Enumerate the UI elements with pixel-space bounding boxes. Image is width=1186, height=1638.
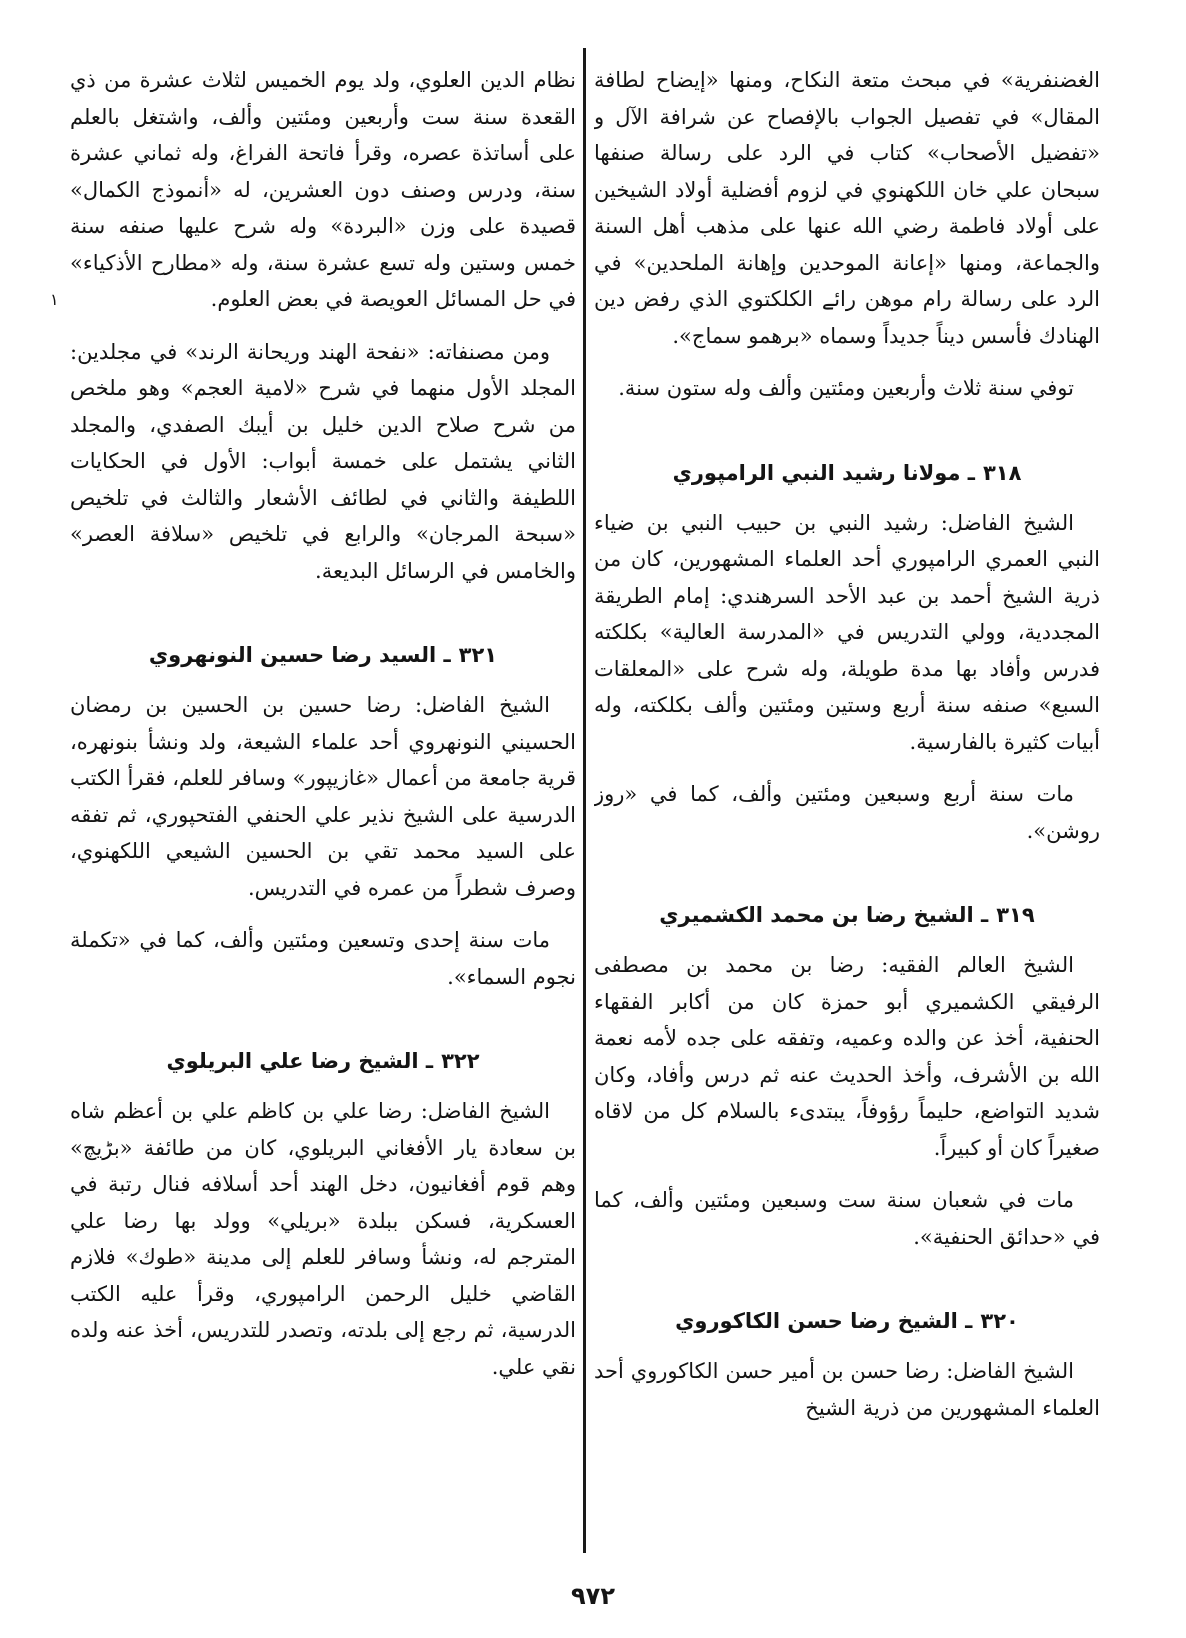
entry-dash: ـ bbox=[957, 1309, 973, 1333]
entry-heading-319 bbox=[594, 897, 1100, 933]
entry-title: الشيخ رضا حسن الكاكوروي bbox=[675, 1309, 958, 1333]
left-column bbox=[70, 62, 576, 1562]
entry-heading-318 bbox=[594, 455, 1100, 491]
right-intro-paragraph-2: توفي سنة ثلاث وأربعين ومئتين وألف وله ستون سنة. bbox=[618, 376, 1074, 400]
page-number: ٩٧٢ bbox=[571, 1582, 615, 1610]
entry-dash: ـ bbox=[418, 1049, 434, 1073]
entry-heading-321 bbox=[70, 637, 576, 673]
entry-dash: ـ bbox=[960, 460, 975, 485]
entry-318-paragraph-1: الشيخ الفاضل: رشيد النبي بن حبيب النبي بن ضياء النبي العمري الرامپوري أحد العلماء المشهورين، كان من ذرية الشيخ أحمد بن عبد الأحد السرهندي: إمام الطريقة المجددية، وولي التدريس في «المدرسة العالية» بكلكته فدرس وأفاد بها مدة طويلة، وله شرح على «المعلقات السبع» صنفه سنة أربع وستين ومئتين وألف بكلكته، وله أبيات كثيرة بالفارسية. bbox=[594, 510, 1100, 754]
entry-dash: ـ bbox=[973, 903, 989, 927]
entry-heading-322 bbox=[70, 1043, 576, 1079]
entry-title: الشيخ رضا علي البريلوي bbox=[166, 1049, 419, 1073]
entry-321-paragraph-2: مات سنة إحدى وتسعين ومئتين وألف، كما في «تكملة نجوم السماء». bbox=[70, 928, 576, 989]
entry-319-paragraph-2: مات في شعبان سنة ست وسبعين ومئتين وألف، كما في «حدائق الحنفية». bbox=[594, 1188, 1100, 1249]
entry-title: مولانا رشيد النبي الرامپوري bbox=[672, 460, 961, 485]
right-column bbox=[594, 62, 1100, 1562]
entry-number: ٣٢٠ bbox=[980, 1309, 1019, 1333]
column-divider bbox=[583, 48, 586, 1553]
entry-title: السيد رضا حسين النونهروي bbox=[148, 643, 437, 667]
entry-number: ٣٢١ bbox=[458, 643, 498, 667]
entry-322-paragraph-1: الشيخ الفاضل: رضا علي بن كاظم علي بن أعظم شاه بن سعادة يار الأفغاني البريلوي، كان من طائفة «بڑيچ» وهم قوم أفغانيون، دخل الهند أحد أسلافه فنال رتبة في العسكرية، فسكن ببلدة «بريلي» وولد بها رضا علي المترجم له، ونشأ وسافر للعلم إلى مدينة «طوك» فلازم القاضي خليل الرحمن الرامپوري، وقرأ عليه الكتب الدرسية، ثم رجع إلى بلدته، وتصدر للتدريس، أخذ عنه ولده نقي علي. bbox=[70, 1099, 576, 1379]
entry-title: الشيخ رضا بن محمد الكشميري bbox=[659, 903, 974, 927]
entry-number: ٣١٨ bbox=[982, 460, 1022, 485]
left-intro-paragraph-1: نظام الدين العلوي، ولد يوم الخميس لثلاث عشرة من ذي القعدة سنة ست وأربعين ومئتين وألف، واشتغل بالعلم على أساتذة عصره، وقرأ فاتحة الفراغ، وله ثماني عشرة سنة، ودرس وصنف دون العشرين، له «أنموذج الكمال» قصيدة على وزن «البردة» وله شرح عليها صنفه سنة خمس وستين وله تسع عشرة سنة، وله «مطارح الأذكياء» في حل المسائل العويصة في بعض العلوم. bbox=[70, 68, 576, 311]
entry-number: ٣١٩ bbox=[996, 903, 1035, 927]
entry-321-paragraph-1: الشيخ الفاضل: رضا حسين بن الحسين بن رمضان الحسيني النونهروي أحد علماء الشيعة، ولد ونشأ بنونهره، قرية جامعة من أعمال «غازيپور» وسافر للعلم، فقرأ الكتب الدرسية على الشيخ نذير علي الحنفي الفتحپوري، ثم تفقه على السيد محمد تقي بن الحسين الشيعي اللكهنوي، وصرف شطراً من عمره في التدريس. bbox=[70, 693, 576, 900]
footnote-marker: ١ bbox=[50, 290, 59, 309]
right-intro-paragraph-1: الغضنفرية» في مبحث متعة النكاح، ومنها «إيضاح لطافة المقال» في تفصيل الجواب بالإفصاح عن شرافة الآل و «تفضيل الأصحاب» كتاب في الرد على رسالة صنفها سبحان علي خان اللكهنوي في لزوم أفضلية أولاد الشيخين على أولاد فاطمة رضي الله عنها على مذهب أهل السنة والجماعة، ومنها «إعانة الموحدين وإهانة الملحدين» في الرد على رسالة رام موهن رائے الكلكتوي الذي رفض دين الهنادك فأسس ديناً جديداً وسماه «برهمو سماج». bbox=[594, 68, 1100, 348]
entry-318-paragraph-2: مات سنة أربع وسبعين ومئتين وألف، كما في «روز روشن». bbox=[594, 782, 1100, 843]
entry-320-paragraph-1: الشيخ الفاضل: رضا حسن بن أمير حسن الكاكوروي أحد العلماء المشهورين من ذرية الشيخ bbox=[594, 1359, 1100, 1420]
entry-319-paragraph-1: الشيخ العالم الفقيه: رضا بن محمد بن مصطفى الرفيقي الكشميري أبو حمزة كان من أكابر الفقهاء الحنفية، أخذ عن والده وعميه، وتفقه على جده لأمه نعمة الله بن الأشرف، وأخذ الحديث عنه ثم درس وأفاد، وكان شديد التواضع، حليماً رؤوفاً، يبتدىء بالسلام كل من لاقاه صغيراً كان أو كبيراً. bbox=[594, 953, 1100, 1160]
entry-heading-320 bbox=[594, 1303, 1100, 1339]
entry-number: ٣٢٢ bbox=[441, 1049, 480, 1073]
entry-dash: ـ bbox=[436, 643, 451, 667]
left-intro-paragraph-2: ومن مصنفاته: «نفحة الهند وريحانة الرند» في مجلدين: المجلد الأول منهما في شرح «لامية العجم» وهو ملخص من شرح صلاح الدين خليل بن أيبك الصفدي، والمجلد الثاني يشتمل على خمسة أبواب: الأول في الحكايات اللطيفة والثاني في لطائف الأشعار والثالث في تلخيص «سبحة المرجان» والرابع في تلخيص «سلافة العصر» والخامس في الرسائل البديعة. bbox=[70, 339, 576, 583]
